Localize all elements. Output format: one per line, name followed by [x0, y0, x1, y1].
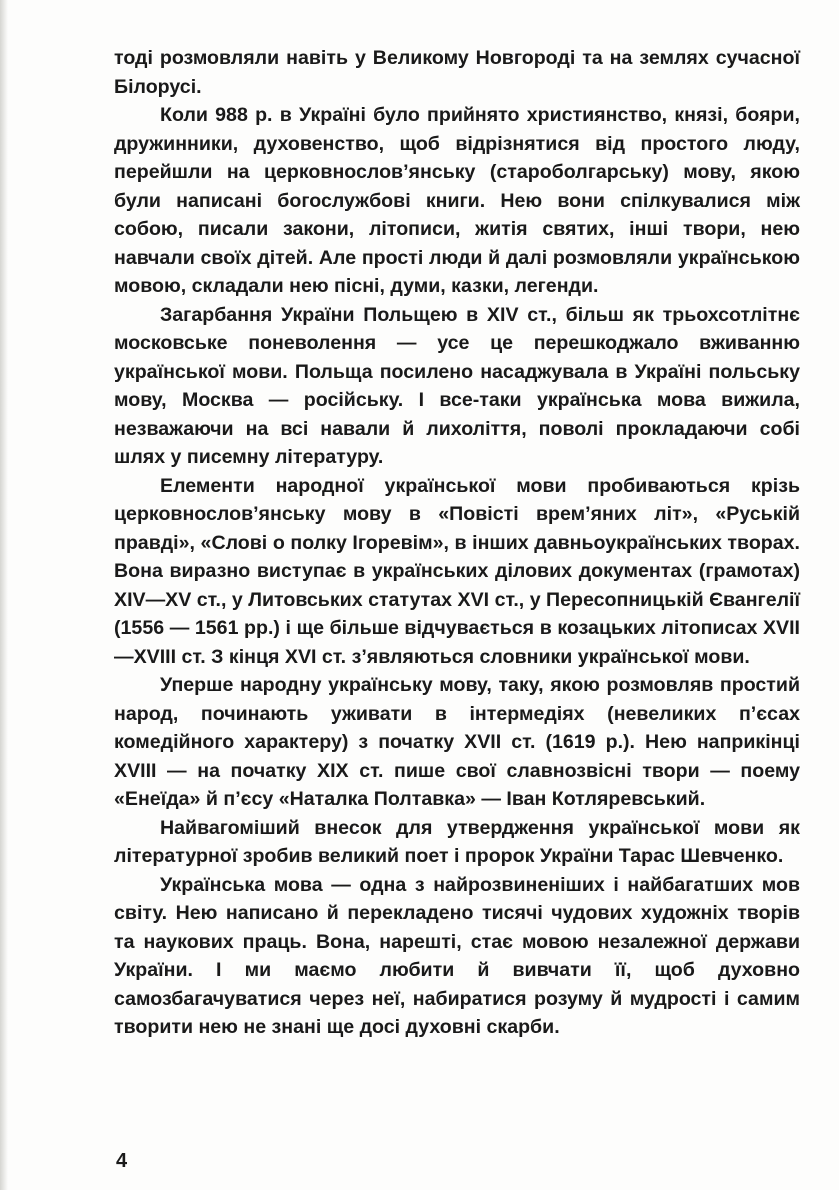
paragraph-6: Найвагоміший внесок для утвердження української мови як літературної зробив великий поет і пророк України Тарас Шевченко.	[114, 816, 800, 867]
paragraph-5: Уперше народну українську мову, таку, якою розмовляв простий народ, починають уживати в інтермедіях (невеликих п’єсах комедійного характеру) з початку XVII ст. (1619 р.). Нею наприкінці XVIII — на початку XIX ст. пише свої славнозвісні твори — поему «Енеїда» й п’єсу «Наталка Полтавка» — Іван Котляревський.	[114, 674, 800, 810]
paragraph-3: Загарбання України Польщею в XIV ст., більш як трьохсотлітнє московське поневолення — усе це перешкоджало вживанню української мови. Польща посилено насаджувала в Україні польську мову, Москва — російську. І все-таки українська мова вижила, незважаючи на всі навали й лихоліття, поволі прокладаючи собі шлях у писемну літературу.	[114, 303, 800, 468]
paragraph-7: Українська мова — одна з найрозвиненіших і найбагатших мов світу. Нею написано й перекладено тисячі чудових художніх творів та наукових праць. Вона, нарешті, стає мовою незалежної держави України. І ми маємо любити й вивчати її, щоб духовно самозбагачуватися через неї, набиратися розуму й мудрості і самим творити нею не знані ще досі духовні скарби.	[114, 873, 800, 1038]
body-text	[114, 44, 800, 1042]
paragraph-1: тоді розмовляли навіть у Великому Новгороді та на землях сучасної Білорусі.	[114, 47, 800, 98]
page-edge-shadow	[0, 0, 8, 1190]
paragraph-2: Коли 988 р. в Україні було прийнято християнство, князі, бояри, дружинники, духовенство, щоб відрізнятися від простого люду, перейшли на церковнослов’янську (староболгарську) мову, якою були написані богослужбові книги. Нею вони спілкувалися між собою, писали закони, літописи, житія святих, інші твори, нею навчали своїх дітей. Але прості люди й далі розмовляли українською мовою, складали нею пісні, думи, казки, легенди.	[114, 104, 800, 297]
page-number: 4	[116, 1150, 128, 1172]
paragraph-4: Елементи народної української мови пробиваються крізь церковнослов’янську мову в «Повісті врем’яних літ», «Руській правді», «Слові о полку Ігоревім», в інших давньоукраїнських творах. Вона виразно виступає в українських ділових документах (грамотах) XIV—XV ст., у Литовських статутах XVI ст., у Пересопницькій Євангелії (1556 — 1561 рр.) і ще більше відчувається в козацьких літописах XVII—XVIII ст. З кінця XVI ст. з’являються словники української мови.	[114, 474, 800, 668]
